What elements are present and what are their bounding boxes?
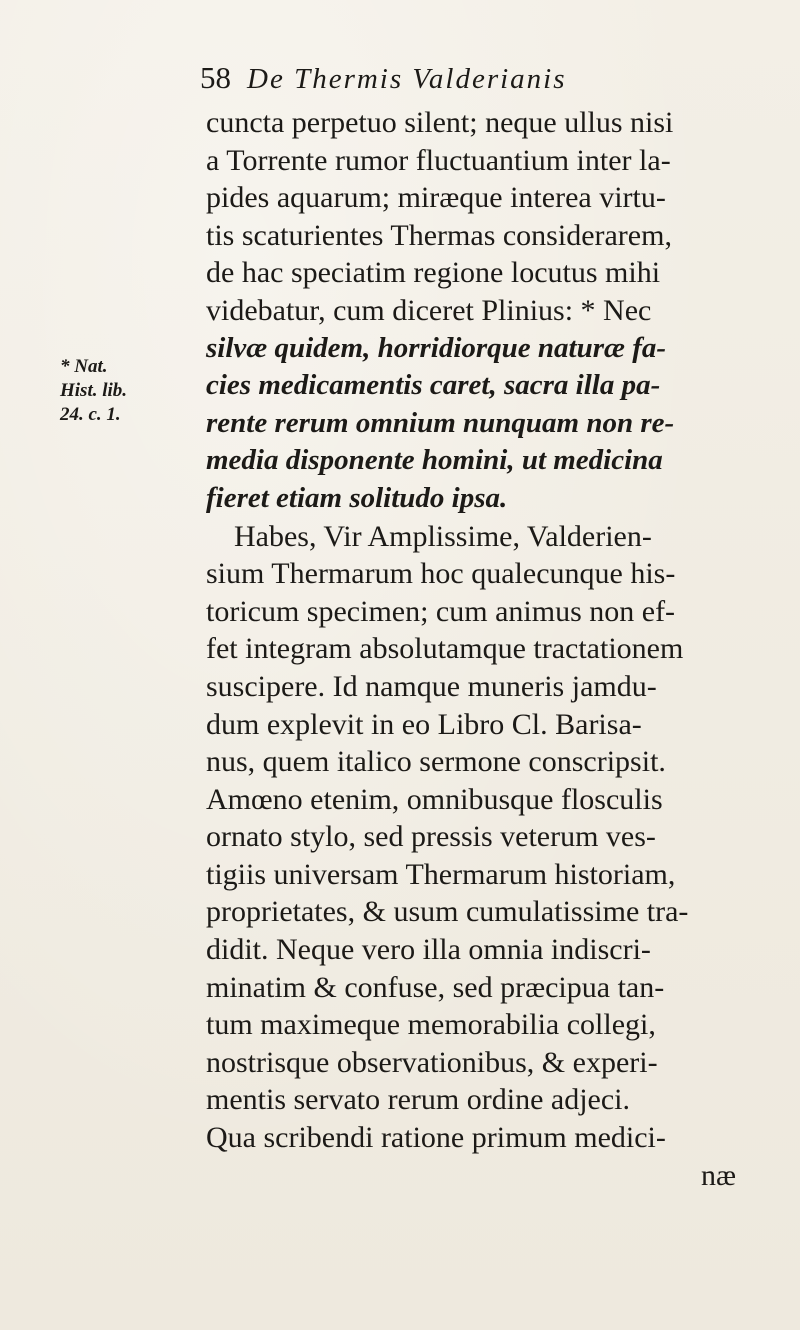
text-line: Habes, Vir Amplissime, Valderien- bbox=[234, 519, 652, 553]
text-line: fieret etiam solitudo ipsa. bbox=[206, 481, 508, 514]
text-line: tum maximeque memorabilia collegi, bbox=[206, 1008, 656, 1042]
margin-note-line: * Nat. bbox=[60, 356, 108, 377]
page-number: 58 bbox=[200, 60, 231, 95]
text-line: de hac speciatim regione locutus mihi bbox=[206, 256, 661, 290]
text-line: minatim & confuse, sed præcipua tan- bbox=[206, 970, 665, 1004]
text-line: suscipere. Id namque muneris jamdu- bbox=[206, 669, 657, 703]
catchword: næ bbox=[700, 1158, 736, 1192]
margin-note-line: 24. c. 1. bbox=[60, 404, 121, 425]
text-line: cies medicamentis caret, sacra illa pa- bbox=[206, 369, 661, 402]
text-line: fet integram absolutamque tractationem bbox=[206, 632, 684, 666]
margin-note bbox=[60, 355, 180, 427]
text-line: ornato stylo, sed pressis veterum ves- bbox=[206, 820, 656, 854]
page-header bbox=[200, 60, 760, 110]
text-line: sium Thermarum hoc qualecunque his- bbox=[206, 557, 676, 591]
text-line: proprietates, & usum cumulatissime tra- bbox=[206, 895, 689, 929]
text-line: videbatur, cum diceret Plinius: * Nec bbox=[206, 293, 652, 327]
text-line: Amœno etenim, omnibusque flosculis bbox=[206, 782, 663, 816]
text-line: cuncta perpetuo silent; neque ullus nisi bbox=[206, 106, 674, 139]
text-line: pides aquarum; miræque interea virtu- bbox=[206, 181, 666, 215]
margin-note-line: Hist. lib. bbox=[60, 380, 128, 401]
text-line: didit. Neque vero illa omnia indiscri- bbox=[206, 933, 651, 967]
text-line: media disponente homini, ut medicina bbox=[206, 444, 663, 477]
body-text bbox=[206, 104, 766, 1194]
text-line: a Torrente rumor fluctuantium inter la- bbox=[206, 143, 671, 177]
text-line: toricum specimen; cum animus non ef- bbox=[206, 594, 676, 628]
text-line: mentis servato rerum ordine adjeci. bbox=[206, 1083, 631, 1117]
text-line: nostrisque observationibus, & experi- bbox=[206, 1045, 658, 1079]
text-line: Qua scribendi ratione primum medici- bbox=[206, 1121, 666, 1155]
text-line: dum explevit in eo Libro Cl. Barisa- bbox=[206, 707, 642, 741]
text-line: rente rerum omnium nunquam non re- bbox=[206, 406, 675, 439]
text-line: nus, quem italico sermone conscripsit. bbox=[206, 745, 666, 779]
text-line: silvæ quidem, horridiorque naturæ fa- bbox=[206, 331, 667, 364]
running-title: De Thermis Valderianis bbox=[247, 63, 567, 95]
text-line: tigiis universam Thermarum historiam, bbox=[206, 857, 676, 891]
text-line: tis scaturientes Thermas considerarem, bbox=[206, 218, 672, 252]
